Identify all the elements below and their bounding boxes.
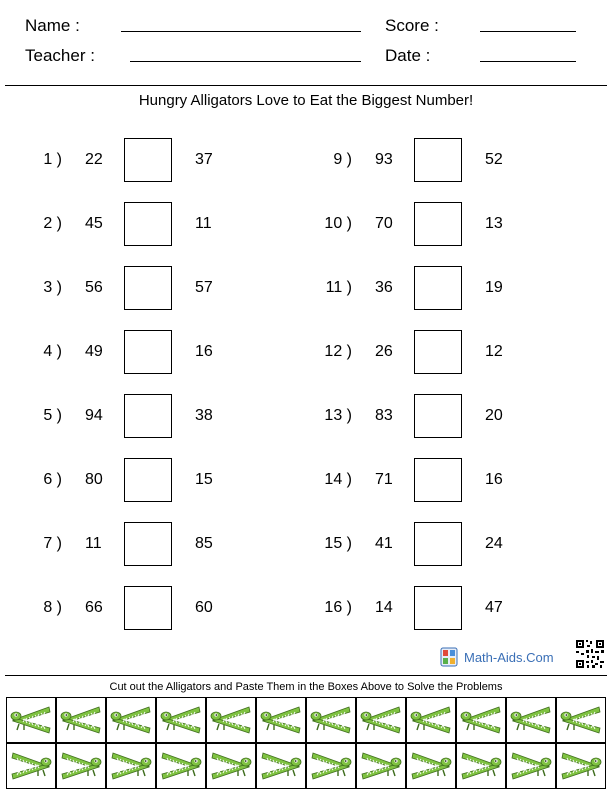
answer-box[interactable] [124,586,172,630]
left-number: 41 [375,535,393,552]
alligator-cutout[interactable] [106,743,156,789]
alligator-cutout[interactable] [356,743,406,789]
alligator-icon [559,703,603,737]
answer-box[interactable] [414,586,462,630]
alligator-cutout[interactable] [406,743,456,789]
answer-box[interactable] [414,202,462,246]
cut-instructions: Cut out the Alligators and Paste Them in the Boxes Above to Solve the Problems [109,681,503,693]
alligator-icon [209,703,253,737]
right-number: 47 [485,599,503,616]
alligator-cutout-grid [6,697,606,789]
problem-16 [290,586,590,630]
alligator-cutout[interactable] [506,697,556,743]
alligator-cutout[interactable] [6,743,56,789]
problem-14 [290,458,590,502]
alligator-icon [509,703,553,737]
problem-8 [0,586,300,630]
problem-11 [290,266,590,310]
problem-number: 14 ) [324,471,352,488]
left-number: 83 [375,407,393,424]
problem-number: 12 ) [324,343,352,360]
name-label: Name : [25,16,80,35]
alligator-cutout[interactable] [256,743,306,789]
left-number: 36 [375,279,393,296]
alligator-icon [259,703,303,737]
alligator-cutout[interactable] [6,697,56,743]
alligator-icon [359,703,403,737]
problem-number: 9 ) [333,151,352,168]
alligator-cutout[interactable] [356,697,406,743]
right-number: 57 [195,279,213,296]
alligator-cutout[interactable] [306,697,356,743]
problem-5 [0,394,300,438]
alligator-cutout[interactable] [156,743,206,789]
left-number: 45 [85,215,103,232]
alligator-icon [309,749,353,783]
alligator-cutout[interactable] [156,697,206,743]
problem-2 [0,202,300,246]
calculator-icon [440,647,458,667]
alligator-icon [109,749,153,783]
right-number: 16 [485,471,503,488]
left-number: 93 [375,151,393,168]
answer-box[interactable] [414,138,462,182]
score-label: Score : [385,16,439,35]
alligator-icon [59,749,103,783]
left-number: 71 [375,471,393,488]
alligator-icon [359,749,403,783]
alligator-cutout[interactable] [456,697,506,743]
teacher-label: Teacher : [25,46,95,65]
left-number: 56 [85,279,103,296]
answer-box[interactable] [124,458,172,502]
problem-number: 10 ) [324,215,352,232]
problem-13 [290,394,590,438]
date-label: Date : [385,46,431,65]
problem-number: 2 ) [43,215,62,232]
problem-number: 15 ) [324,535,352,552]
alligator-icon [159,749,203,783]
alligator-icon [159,703,203,737]
alligator-icon [509,749,553,783]
problem-number: 5 ) [43,407,62,424]
right-number: 52 [485,151,503,168]
problem-number: 13 ) [324,407,352,424]
alligator-cutout[interactable] [556,743,606,789]
alligator-cutout[interactable] [56,743,106,789]
problem-1 [0,138,300,182]
alligator-icon [309,703,353,737]
footer-divider [5,675,607,676]
problem-number: 4 ) [43,343,62,360]
alligator-cutout[interactable] [106,697,156,743]
alligator-icon [9,749,53,783]
answer-box[interactable] [124,202,172,246]
worksheet-title: Hungry Alligators Love to Eat the Biggest Number! [138,92,474,109]
left-number: 66 [85,599,103,616]
answer-box[interactable] [124,394,172,438]
problem-number: 6 ) [43,471,62,488]
right-number: 12 [485,343,503,360]
left-number: 80 [85,471,103,488]
right-number: 11 [195,215,212,232]
right-number: 16 [195,343,213,360]
right-number: 15 [195,471,213,488]
alligator-icon [209,749,253,783]
answer-box[interactable] [414,330,462,374]
alligator-cutout[interactable] [456,743,506,789]
right-number: 19 [485,279,503,296]
alligator-icon [259,749,303,783]
right-number: 38 [195,407,213,424]
alligator-cutout[interactable] [206,743,256,789]
answer-box[interactable] [414,394,462,438]
problem-number: 8 ) [43,599,62,616]
alligator-icon [409,703,453,737]
alligator-icon [459,749,503,783]
alligator-cutout[interactable] [556,697,606,743]
problem-6 [0,458,300,502]
right-number: 20 [485,407,503,424]
qr-code-icon [575,639,605,669]
alligator-icon [59,703,103,737]
left-number: 22 [85,151,103,168]
problem-number: 1 ) [43,151,62,168]
alligator-icon [109,703,153,737]
problem-12 [290,330,590,374]
left-number: 70 [375,215,393,232]
alligator-icon [9,703,53,737]
problem-9 [290,138,590,182]
answer-box[interactable] [414,458,462,502]
problem-number: 3 ) [43,279,62,296]
answer-box[interactable] [124,138,172,182]
alligator-icon [409,749,453,783]
score-line[interactable] [480,31,576,32]
alligator-cutout[interactable] [256,697,306,743]
right-number: 13 [485,215,503,232]
left-number: 94 [85,407,103,424]
answer-box[interactable] [124,330,172,374]
answer-box[interactable] [124,522,172,566]
problem-3 [0,266,300,310]
math-aids-logo [440,647,554,667]
answer-box[interactable] [414,266,462,310]
left-number: 26 [375,343,393,360]
date-line[interactable] [480,61,576,62]
problem-4 [0,330,300,374]
problem-15 [290,522,590,566]
left-number: 14 [375,599,393,616]
problem-number: 7 ) [43,535,62,552]
right-number: 60 [195,599,213,616]
header-divider [5,85,607,86]
left-number: 49 [85,343,103,360]
right-number: 37 [195,151,213,168]
problem-10 [290,202,590,246]
alligator-cutout[interactable] [306,743,356,789]
alligator-cutout[interactable] [206,697,256,743]
name-line[interactable] [121,31,361,32]
answer-box[interactable] [124,266,172,310]
problem-number: 16 ) [324,599,352,616]
teacher-line[interactable] [130,61,361,62]
answer-box[interactable] [414,522,462,566]
problem-number: 11 ) [325,279,352,296]
alligator-icon [459,703,503,737]
alligator-icon [559,749,603,783]
alligator-cutout[interactable] [506,743,556,789]
right-number: 24 [485,535,503,552]
logo-text: Math-Aids.Com [464,649,554,665]
alligator-cutout[interactable] [406,697,456,743]
left-number: 11 [85,535,102,552]
alligator-cutout[interactable] [56,697,106,743]
problem-7 [0,522,300,566]
right-number: 85 [195,535,213,552]
